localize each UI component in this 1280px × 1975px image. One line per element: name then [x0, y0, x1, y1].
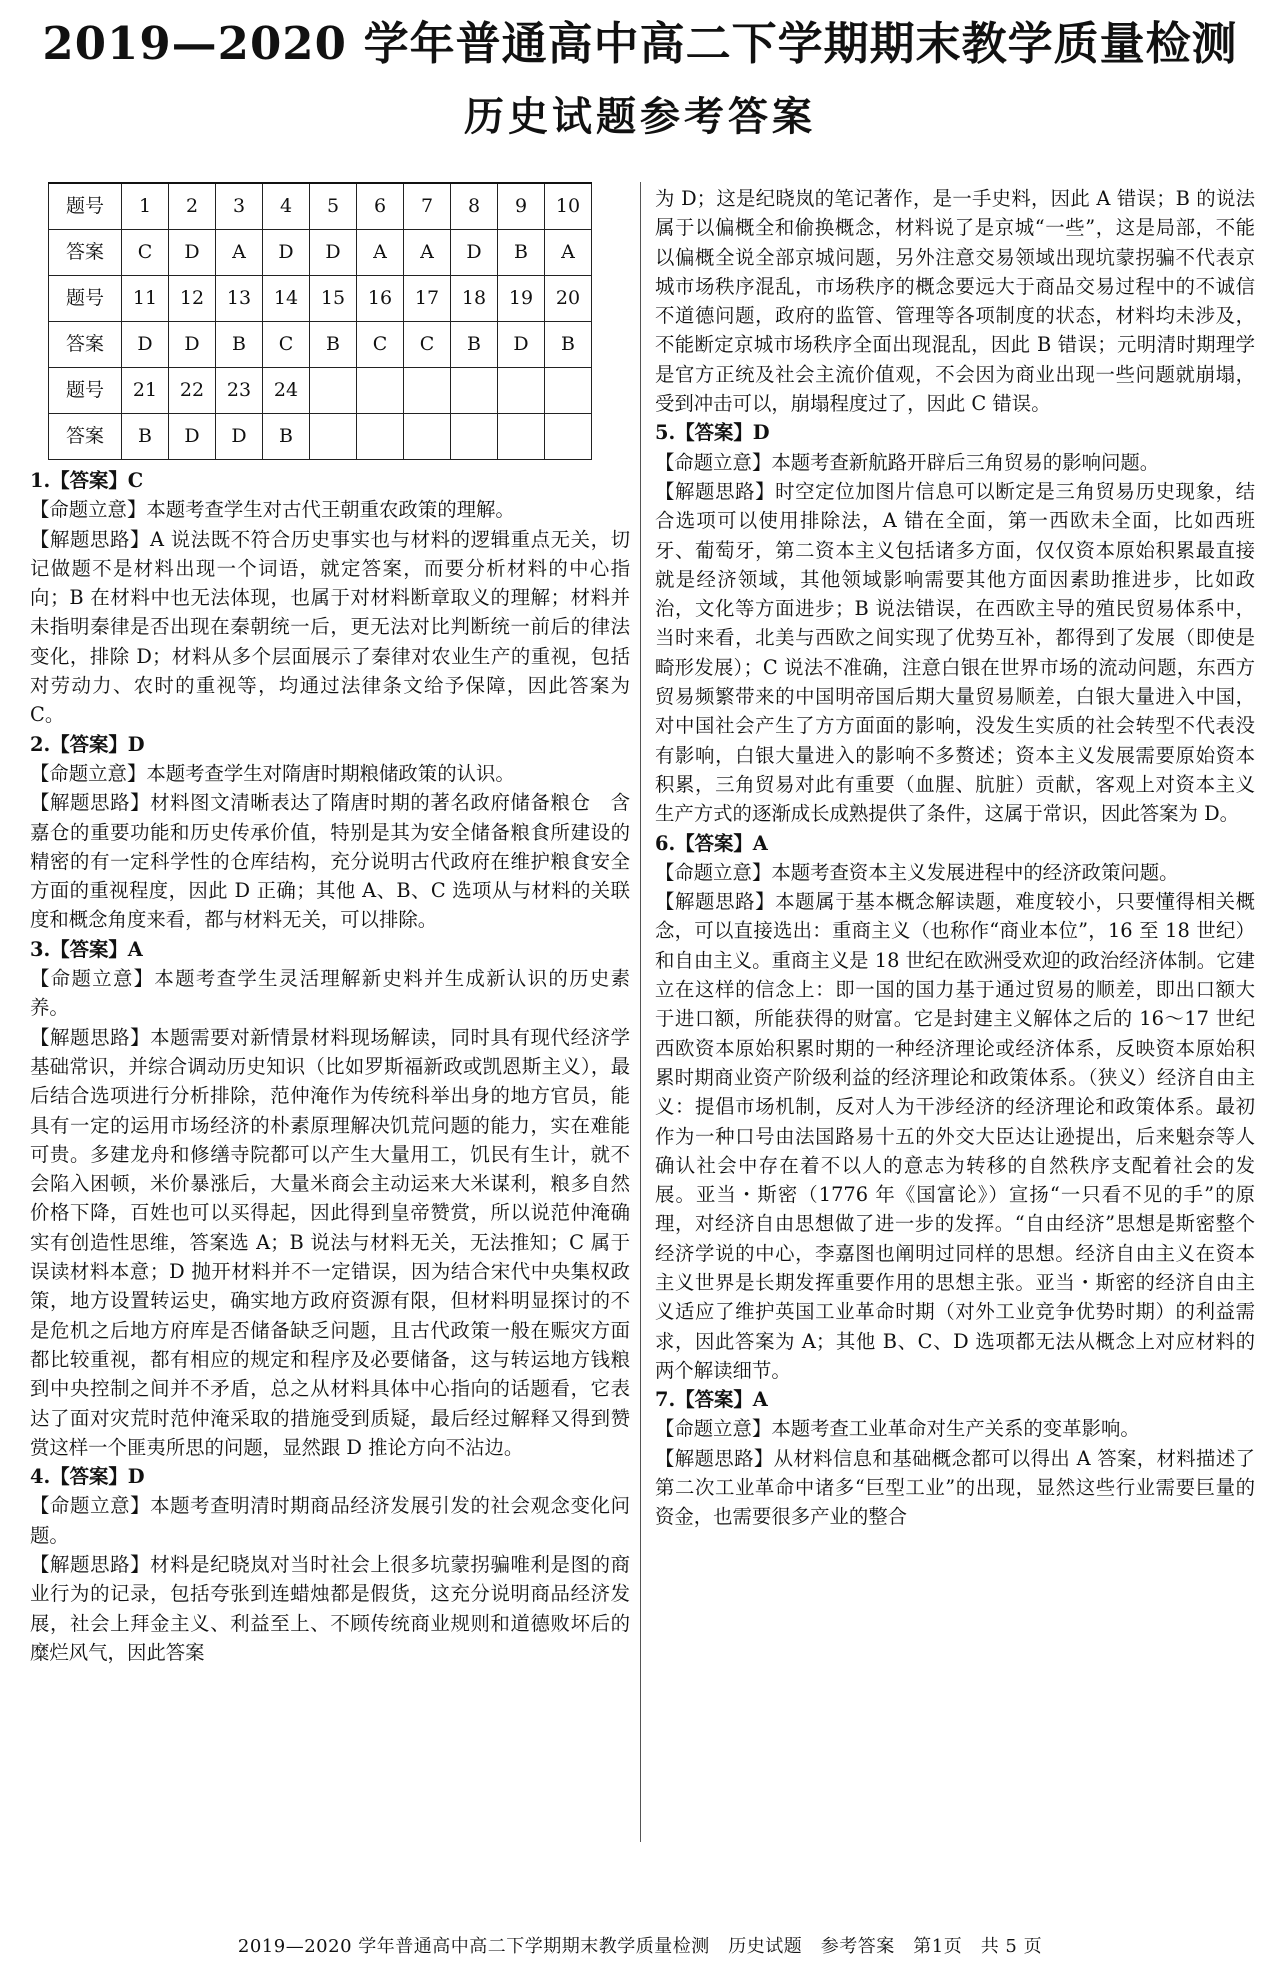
- document-subtitle: 历史试题参考答案: [464, 93, 816, 140]
- question-number-cell: 3: [216, 183, 263, 230]
- question-number-cell: 21: [122, 368, 169, 414]
- question-number-cell: 16: [357, 276, 404, 322]
- answer-cell: [310, 414, 357, 460]
- row-header-question: 题号: [49, 368, 122, 414]
- answer-number: 5.【答案】D: [655, 421, 770, 445]
- question-number-cell: 22: [169, 368, 216, 414]
- page-footer: 2019—2020 学年普通高中高二下学期期末教学质量检测 历史试题 参考答案 第1页 共 5 页: [237, 1936, 1043, 1957]
- solution-analysis: 【解题思路】本题需要对新情景材料现场解读，同时具有现代经济学基础常识，并综合调动历史知识（比如罗斯福新政或凯恩斯主义），最后结合选项进行分析排除，范仲淹作为传统科举出身的地方官员，能具有一定的运用市场经济的朴素原理解决饥荒问题的能力，实在难能可贵。多建龙舟和修缮寺院都可以产生大量用工，饥民有生计，就不会陷入困顿，米价暴涨后，大量米商会主动运来大米谋利，粮多自然价格下降，百姓也可以买得起，因此得到皇帝赞赏，所以说范仲淹确实有创造性思维，答案选 A；B 说法与材料无关，无法推知；C 属于误读材料本意；D 抛开材料并不一定错误，因为结合宋代中央集权政策，地方设置转运史，确实地方政府资源有限，但材料明显探讨的不是危机之后地方府库是否储备缺乏问题，且古代政策一般在赈灾方面都比较重视，都有相应的规定和程序及必要储备，这与转运地方钱粮到中央控制之间并不矛盾，总之从材料具体中心指向的话题看，它表达了面对灾荒时范仲淹采取的措施受到质疑，最后经过解释又得到赞赏这样一个匪夷所思的问题，显然跟 D 推论方向不沾边。: [30, 1025, 630, 1459]
- solution-analysis: 为 D；这是纪晓岚的笔记著作，是一手史料，因此 A 错误；B 的说法属于以偏概全和偷换概念，材料说了是京城“一些”，这是局部，不能以偏概全说全部京城问题，另外注意交易领域出现坑蒙拐骗不代表京城市场秩序混乱，市场秩序的概念要远大于商品交易过程中的不诚信不道德问题，政府的监管、管理等各项制度的状态，材料均未涉及，不能断定京城市场秩序全面出现混乱，因此 B 错误；元明清时期理学是官方正统及社会主流价值观，不会因为商业出现一些问题就崩塌，受到冲击可以，崩塌程度过了，因此 C 错误。: [655, 187, 1255, 416]
- solution-analysis: 【解题思路】本题属于基本概念解读题，难度较小，只要懂得相关概念，可以直接选出：重商主义（也称作“商业本位”，16 至 18 世纪）和自由主义。重商主义是 18 世纪在欧洲受欢迎的政治经济体制。它建立在这样的信念上：即一国的国力基于通过贸易的顺差，即出口额大于进口额，所能获得的财富。它是封建主义解体之后的 16～17 世纪西欧资本原始积累时期的一种经济理论或经济体系，反映资本原始积累时期商业资产阶级利益的经济理论和政策体系。（狭义）经济自由主义：提倡市场机制，反对人为干涉经济的经济理论和政策体系。最初作为一种口号由法国路易十五的外交大臣达让逊提出，后来魁奈等人确认社会中存在着不以人的意志为转移的自然秩序支配着社会的发展。亚当・斯密（1776 年《国富论》）宣扬“一只看不见的手”的原理，对经济自由思想做了进一步的发挥。“自由经济”思想是斯密整个经济学说的中心，李嘉图也阐明过同样的思想。经济自由主义在资本主义世界是长期发挥重要作用的思想主张。亚当・斯密的经济自由主义适应了维护英国工业革命时期（对外工业竞争优势时期）的利益需求，因此答案为 A；其他 B、C、D 选项都无法从概念上对应材料的两个解读细节。: [655, 890, 1255, 1382]
- question-number-cell: [545, 368, 592, 414]
- answer-cell: C: [263, 322, 310, 368]
- question-number-cell: [310, 368, 357, 414]
- right-column: [655, 184, 1255, 1532]
- answer-cell: D: [216, 414, 263, 460]
- answer-cell: D: [498, 322, 545, 368]
- answer-cell: B: [545, 322, 592, 368]
- answer-cell: D: [122, 322, 169, 368]
- row-header-question: 题号: [49, 183, 122, 230]
- answer-table: [48, 182, 592, 460]
- answer-number: 1.【答案】C: [30, 469, 144, 492]
- question-intent: 【命题立意】本题考查学生灵活理解新史料并生成新认识的历史素养。: [30, 967, 630, 1020]
- answer-cell: A: [404, 230, 451, 276]
- question-number-cell: 20: [545, 276, 592, 322]
- answer-cell: C: [404, 322, 451, 368]
- answer-number: 4.【答案】D: [30, 1465, 145, 1489]
- answer-cell: C: [357, 322, 404, 368]
- answer-cell: B: [216, 322, 263, 368]
- answer-cell: C: [122, 230, 169, 276]
- answer-cell: A: [545, 230, 592, 276]
- answer-cell: D: [169, 322, 216, 368]
- row-header-answer: 答案: [49, 230, 122, 276]
- question-intent: 【命题立意】本题考查资本主义发展进程中的经济政策问题。: [655, 860, 1179, 884]
- table-row-question-numbers: [49, 183, 592, 230]
- answer-cell: B: [310, 322, 357, 368]
- question-intent: 【命题立意】本题考查工业革命对生产关系的变革影响。: [655, 1417, 1140, 1441]
- question-number-cell: [451, 368, 498, 414]
- answer-cell: D: [169, 230, 216, 276]
- question-number-cell: 23: [216, 368, 263, 414]
- question-number-cell: 2: [169, 183, 216, 230]
- answer-number: 6.【答案】A: [655, 831, 768, 855]
- answer-cell: [357, 414, 404, 460]
- left-column: [30, 182, 630, 1667]
- table-row-question-numbers: [49, 276, 592, 322]
- question-number-cell: 7: [404, 183, 451, 230]
- question-number-cell: 14: [263, 276, 310, 322]
- answer-cell: [498, 414, 545, 460]
- question-number-cell: 10: [545, 183, 592, 230]
- row-header-answer: 答案: [49, 414, 122, 460]
- question-number-cell: [357, 368, 404, 414]
- solution-analysis: 【解题思路】从材料信息和基础概念都可以得出 A 答案，材料描述了第二次工业革命中诸多“巨型工业”的出现，显然这些行业需要巨量的资金，也需要很多产业的整合: [655, 1446, 1255, 1529]
- answer-item: [30, 730, 630, 935]
- answer-cell: B: [451, 322, 498, 368]
- solution-analysis: 【解题思路】材料是纪晓岚对当时社会上很多坑蒙拐骗唯利是图的商业行为的记录，包括夸张到连蜡烛都是假货，这充分说明商品经济发展，社会上拜金主义、利益至上、不顾传统商业规则和道德败坏后的糜烂风气，因此答案: [30, 1552, 630, 1664]
- answer-number: 7.【答案】A: [655, 1388, 768, 1412]
- question-number-cell: 4: [263, 183, 310, 230]
- right-answer-list: [655, 184, 1255, 1532]
- question-intent: 【命题立意】本题考查学生对隋唐时期粮储政策的认识。: [30, 761, 515, 785]
- solution-analysis: 【解题思路】A 说法既不符合历史事实也与材料的逻辑重点无关，切记做题不是材料出现一个词语，就定答案，而要分析材料的中心指向；B 在材料中也无法体现，也属于对材料断章取义的理解；材料并未指明秦律是否出现在秦朝统一后，更无法对比判断统一前后的律法变化，排除 D；材料从多个层面展示了秦律对农业生产的重视，包括对劳动力、农时的重视等，均通过法律条文给予保障，因此答案为 C。: [30, 527, 630, 727]
- question-number-cell: [404, 368, 451, 414]
- answer-cell: D: [169, 414, 216, 460]
- row-header-answer: 答案: [49, 322, 122, 368]
- table-row-answers: [49, 322, 592, 368]
- answer-cell: [404, 414, 451, 460]
- question-number-cell: 18: [451, 276, 498, 322]
- question-number-cell: 15: [310, 276, 357, 322]
- question-number-cell: [498, 368, 545, 414]
- answer-cell: D: [263, 230, 310, 276]
- answer-cell: B: [498, 230, 545, 276]
- table-row-answers: [49, 230, 592, 276]
- answer-cell: A: [357, 230, 404, 276]
- answer-cell: [451, 414, 498, 460]
- answer-item: [655, 184, 1255, 418]
- question-number-cell: 17: [404, 276, 451, 322]
- answer-item: [30, 466, 630, 730]
- answer-item: [30, 935, 630, 1462]
- column-divider: [640, 182, 641, 1842]
- table-row-answers: [49, 414, 592, 460]
- answer-cell: D: [451, 230, 498, 276]
- answer-item: [655, 829, 1255, 1386]
- answer-item: [655, 1385, 1255, 1531]
- answer-number: 3.【答案】A: [30, 937, 143, 961]
- question-number-cell: 9: [498, 183, 545, 230]
- answer-item: [655, 418, 1255, 828]
- answer-cell: B: [263, 414, 310, 460]
- question-number-cell: 11: [122, 276, 169, 322]
- solution-analysis: 【解题思路】时空定位加图片信息可以断定是三角贸易历史现象，结合选项可以使用排除法，A 错在全面，第一西欧未全面，比如西班牙、葡萄牙，第二资本主义包括诸多方面，仅仅资本原始积累最直接就是经济领域，其他领域影响需要其他方面因素助推进步，比如政治，文化等方面进步；B 说法错误，在西欧主导的殖民贸易体系中，当时来看，北美与西欧之间实现了优势互补，都得到了发展（即使是畸形发展）；C 说法不准确，注意白银在世界市场的流动问题，东西方贸易频繁带来的中国明帝国后期大量贸易顺差，白银大量进入中国，对中国社会产生了方方面面的影响，没发生实质的社会转型不代表没有影响，白银大量进入的影响不多赘述；资本主义发展需要原始资本积累，三角贸易对此有重要（血腥、肮脏）贡献，客观上对资本主义生产方式的逐渐成长成熟提供了条件，这属于常识，因此答案为 D。: [655, 479, 1255, 826]
- question-number-cell: 6: [357, 183, 404, 230]
- answer-cell: D: [310, 230, 357, 276]
- answer-cell: B: [122, 414, 169, 460]
- table-row-question-numbers: [49, 368, 592, 414]
- row-header-question: 题号: [49, 276, 122, 322]
- question-intent: 【命题立意】本题考查学生对古代王朝重农政策的理解。: [30, 498, 515, 522]
- answer-cell: [545, 414, 592, 460]
- solution-analysis: 【解题思路】材料图文清晰表达了隋唐时期的著名政府储备粮仓 含嘉仓的重要功能和历史传承价值，特别是其为安全储备粮食所建设的精密的有一定科学性的仓库结构，充分说明古代政府在维护粮食安全方面的重视程度，因此 D 正确；其他 A、B、C 选项从与材料的关联度和概念角度来看，都与材料无关，可以排除。: [30, 791, 630, 932]
- question-number-cell: 5: [310, 183, 357, 230]
- question-number-cell: 12: [169, 276, 216, 322]
- answer-item: [30, 1462, 630, 1667]
- answer-cell: A: [216, 230, 263, 276]
- answer-number: 2.【答案】D: [30, 732, 145, 756]
- question-number-cell: 8: [451, 183, 498, 230]
- left-answer-list: [30, 466, 630, 1667]
- question-number-cell: 24: [263, 368, 310, 414]
- question-number-cell: 19: [498, 276, 545, 322]
- question-intent: 【命题立意】本题考查明清时期商品经济发展引发的社会观念变化问题。: [30, 1494, 630, 1547]
- question-intent: 【命题立意】本题考查新航路开辟后三角贸易的影响问题。: [655, 450, 1160, 474]
- question-number-cell: 1: [122, 183, 169, 230]
- question-number-cell: 13: [216, 276, 263, 322]
- document-title: 2019—2020 学年普通高中高二下学期期末教学质量检测: [42, 17, 1238, 70]
